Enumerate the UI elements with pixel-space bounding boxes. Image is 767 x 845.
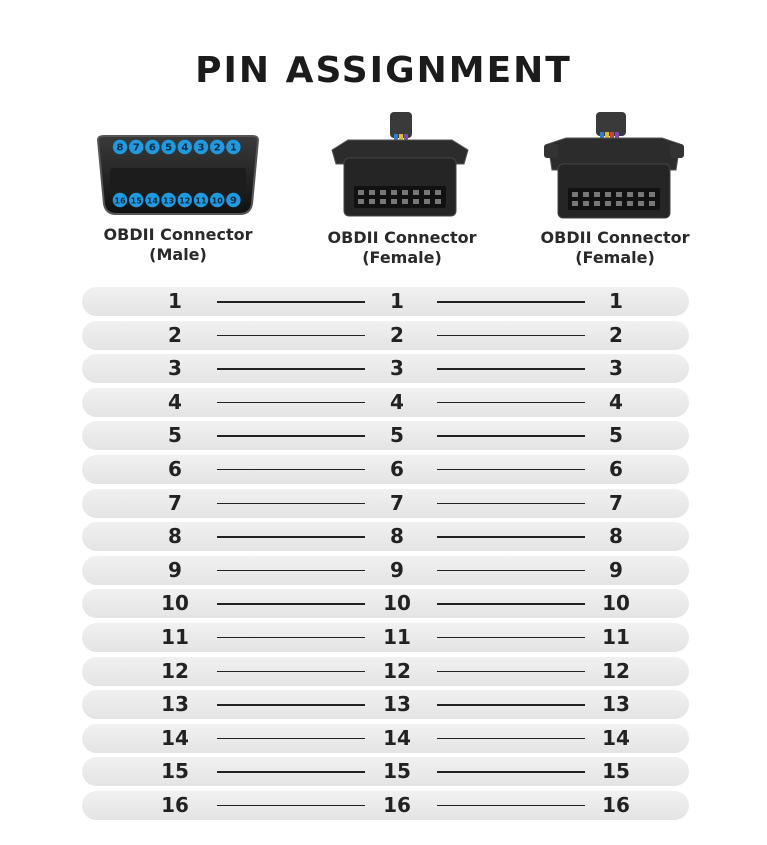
male-pin-number: 2 [168, 322, 182, 347]
pin-label: 10 [211, 196, 223, 206]
connection-line [217, 402, 365, 404]
male-pin-number: 16 [161, 792, 189, 817]
pin-label: 2 [213, 142, 221, 154]
female-1-pin-number: 7 [390, 490, 404, 515]
connection-line [217, 335, 365, 337]
pin-label: 12 [179, 196, 191, 206]
connector-label-line1: OBDII Connector [103, 225, 253, 244]
male-pin-number: 12 [161, 658, 189, 683]
female-connector-label-1 [302, 228, 502, 268]
connection-line [437, 469, 585, 471]
pin-row [82, 421, 689, 450]
female-2-pin-number: 10 [602, 591, 630, 616]
connection-line [217, 503, 365, 505]
connection-line [217, 301, 365, 303]
male-pin-number: 1 [168, 289, 182, 313]
male-connector-label [78, 225, 278, 265]
connection-line [217, 469, 365, 471]
male-pin-number: 11 [161, 624, 189, 649]
connection-line [437, 435, 585, 437]
connection-line [217, 368, 365, 370]
pin-label: 3 [197, 142, 205, 154]
female-1-pin-number: 6 [390, 456, 404, 481]
pin-label: 16 [114, 196, 126, 206]
connection-line [437, 503, 585, 505]
connection-line [437, 335, 585, 337]
female-2-pin-number: 7 [609, 490, 623, 515]
pin-row [82, 556, 689, 585]
pin-label: 14 [146, 196, 158, 206]
female-1-pin-number: 12 [383, 658, 411, 683]
connection-line [437, 536, 585, 538]
connector-label-line2: (Male) [149, 245, 207, 264]
pin-row [82, 791, 689, 820]
pin-label: 5 [165, 142, 173, 154]
pin-label: 8 [116, 142, 124, 154]
pin-label: 1 [229, 142, 237, 154]
male-pin-number: 6 [168, 456, 182, 481]
male-pin-number: 10 [161, 591, 189, 616]
connection-line [437, 368, 585, 370]
connector-label-line1: OBDII Connector [540, 228, 690, 247]
connection-line [217, 603, 365, 605]
male-pin-number: 13 [161, 692, 189, 717]
female-2-pin-number: 9 [609, 557, 623, 582]
female-1-pin-number: 13 [383, 692, 411, 717]
female-connector-label-2 [515, 228, 715, 268]
pin-row [82, 354, 689, 383]
female-2-pin-number: 8 [609, 524, 623, 549]
pin-label: 6 [148, 142, 156, 154]
connection-line [217, 704, 365, 706]
female-1-pin-number: 1 [390, 289, 404, 313]
male-pin-number: 7 [168, 490, 182, 515]
connection-line [437, 301, 585, 303]
female-2-pin-number: 4 [609, 389, 623, 414]
female-2-pin-number: 11 [602, 624, 630, 649]
connection-line [437, 805, 585, 807]
pin-label: 11 [195, 196, 207, 206]
connection-line [217, 570, 365, 572]
male-connector-image [92, 134, 264, 220]
page-title: PIN ASSIGNMENT [195, 50, 572, 91]
pin-row [82, 489, 689, 518]
connection-line [437, 771, 585, 773]
male-pin-number: 4 [168, 389, 182, 414]
connector-label-line2: (Female) [575, 248, 655, 267]
connection-line [437, 603, 585, 605]
pin-row [82, 724, 689, 753]
connection-line [437, 704, 585, 706]
female-1-pin-number: 14 [383, 725, 411, 750]
female-2-pin-number: 6 [609, 456, 623, 481]
pin-label: 4 [181, 142, 189, 154]
connection-line [217, 771, 365, 773]
female-1-pin-number: 16 [383, 792, 411, 817]
pin-row [82, 388, 689, 417]
female-connector-image-1 [328, 110, 472, 224]
connection-line [437, 570, 585, 572]
male-pin-number: 3 [168, 356, 182, 381]
female-1-pin-number: 5 [390, 423, 404, 448]
pin-row [82, 657, 689, 686]
connection-line [217, 637, 365, 639]
female-2-pin-number: 1 [609, 289, 623, 313]
female-2-pin-number: 2 [609, 322, 623, 347]
pin-label: 13 [163, 196, 175, 206]
connection-line [217, 435, 365, 437]
pin-row [82, 690, 689, 719]
connection-line [437, 671, 585, 673]
connection-line [437, 738, 585, 740]
female-2-pin-number: 13 [602, 692, 630, 717]
connection-line [437, 402, 585, 404]
pin-row [82, 287, 689, 316]
connection-line [217, 536, 365, 538]
pin-table [82, 287, 689, 825]
pin-row [82, 321, 689, 350]
pin-row [82, 522, 689, 551]
connection-line [217, 805, 365, 807]
female-1-pin-number: 9 [390, 557, 404, 582]
pin-label: 9 [229, 195, 237, 207]
connection-line [217, 671, 365, 673]
female-2-pin-number: 16 [602, 792, 630, 817]
male-pin-number: 5 [168, 423, 182, 448]
female-1-pin-number: 11 [383, 624, 411, 649]
female-1-pin-number: 3 [390, 356, 404, 381]
pin-label: 7 [132, 142, 140, 154]
female-2-pin-number: 14 [602, 725, 630, 750]
male-pin-number: 15 [161, 759, 189, 784]
male-pin-number: 14 [161, 725, 189, 750]
pin-row [82, 757, 689, 786]
female-1-pin-number: 4 [390, 389, 404, 414]
pin-row [82, 455, 689, 484]
connection-line [437, 637, 585, 639]
connector-label-line1: OBDII Connector [327, 228, 477, 247]
male-pin-number: 8 [168, 524, 182, 549]
female-1-pin-number: 2 [390, 322, 404, 347]
pin-row [82, 623, 689, 652]
female-2-pin-number: 12 [602, 658, 630, 683]
female-1-pin-number: 15 [383, 759, 411, 784]
female-1-pin-number: 10 [383, 591, 411, 616]
male-pin-number: 9 [168, 557, 182, 582]
female-2-pin-number: 3 [609, 356, 623, 381]
connector-label-line2: (Female) [362, 248, 442, 267]
female-2-pin-number: 5 [609, 423, 623, 448]
connection-line [217, 738, 365, 740]
female-1-pin-number: 8 [390, 524, 404, 549]
female-2-pin-number: 15 [602, 759, 630, 784]
pin-label: 15 [130, 196, 142, 206]
female-connector-image-2 [542, 110, 686, 224]
pin-row [82, 589, 689, 618]
